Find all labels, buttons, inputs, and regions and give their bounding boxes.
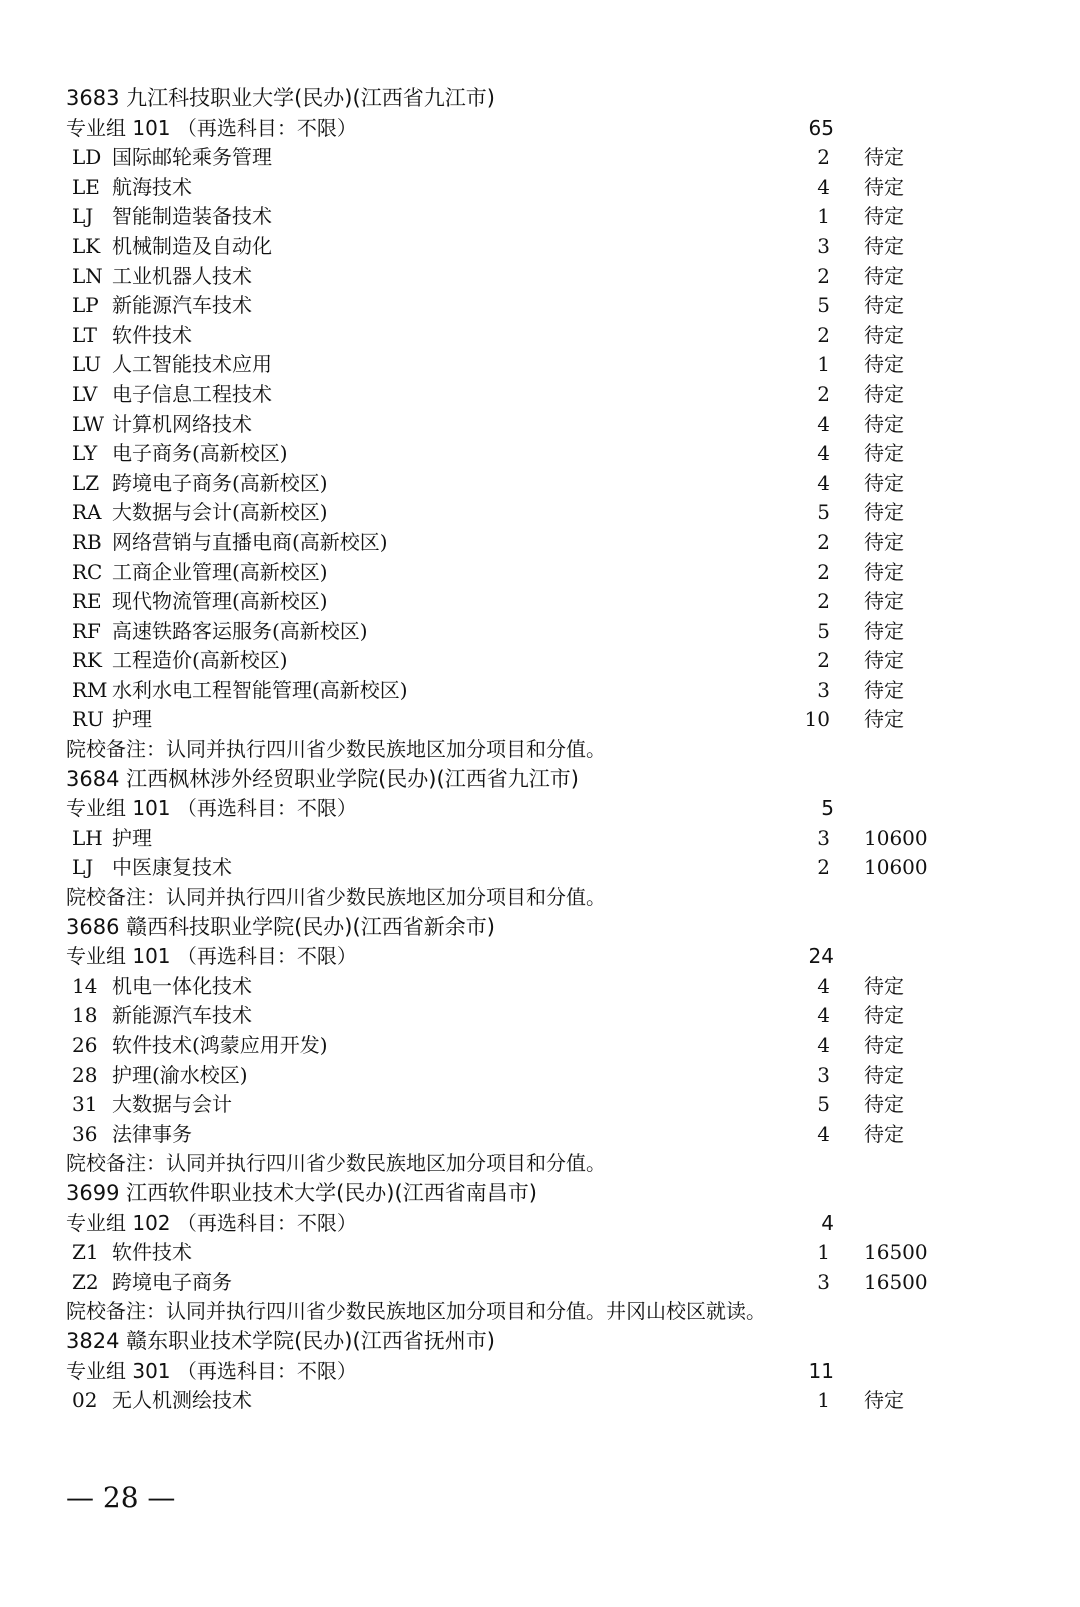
major-name: 机电一体化技术	[112, 973, 252, 998]
major-tuition: 待定	[864, 500, 904, 525]
school-title: 3686 赣西科技职业学院(民办)(江西省新余市)	[66, 914, 495, 939]
major-code: Z1	[72, 1240, 99, 1265]
major-row	[66, 469, 966, 499]
major-code: 31	[72, 1092, 98, 1117]
major-row	[66, 202, 966, 232]
major-name: 人工智能技术应用	[112, 352, 272, 377]
major-tuition: 待定	[864, 529, 904, 554]
major-row	[66, 173, 966, 203]
major-tuition: 待定	[864, 1388, 904, 1413]
major-row	[66, 1268, 966, 1298]
major-name: 法律事务	[112, 1121, 192, 1146]
major-name: 电子商务(高新校区)	[112, 441, 288, 466]
major-plan-count: 4	[817, 441, 830, 466]
major-tuition: 待定	[864, 352, 904, 377]
major-name: 大数据与会计	[112, 1092, 232, 1117]
major-group-plan-count: 65	[808, 115, 834, 140]
major-group-name: 专业组 101 （再选科目：不限）	[66, 115, 357, 140]
major-plan-count: 4	[817, 411, 830, 436]
major-name: 跨境电子商务(高新校区)	[112, 470, 328, 495]
major-group-plan-count: 5	[821, 796, 834, 821]
major-plan-count: 1	[817, 1388, 830, 1413]
major-plan-count: 4	[817, 1121, 830, 1146]
major-code: RM	[72, 677, 108, 702]
school-note	[66, 1149, 966, 1179]
major-name: 计算机网络技术	[112, 411, 252, 436]
major-tuition: 待定	[864, 381, 904, 406]
major-plan-count: 2	[817, 263, 830, 288]
major-name: 中医康复技术	[112, 855, 232, 880]
major-code: LN	[72, 263, 103, 288]
major-name: 软件技术(鸿蒙应用开发)	[112, 1033, 328, 1057]
major-name: 工程造价(高新校区)	[112, 648, 288, 673]
major-plan-count: 4	[817, 174, 830, 199]
school-title: 3683 九江科技职业大学(民办)(江西省九江市)	[66, 86, 495, 110]
major-plan-count: 2	[817, 381, 830, 406]
major-tuition: 待定	[864, 1003, 904, 1028]
school-note-label: 院校备注：	[66, 885, 166, 910]
major-row	[66, 380, 966, 410]
major-code: LU	[72, 352, 102, 377]
major-name: 智能制造装备技术	[112, 204, 272, 229]
school-note-text: 认同并执行四川省少数民族地区加分项目和分值。	[166, 737, 606, 762]
major-row	[66, 350, 966, 380]
major-row	[66, 232, 966, 262]
page-number: — 28 —	[66, 1481, 176, 1514]
major-row	[66, 1238, 966, 1268]
major-row	[66, 676, 966, 706]
major-tuition: 待定	[864, 145, 904, 170]
major-plan-count: 10	[804, 707, 830, 732]
major-plan-count: 1	[817, 1240, 830, 1265]
major-plan-count: 2	[817, 648, 830, 673]
major-row	[66, 587, 966, 617]
major-plan-count: 2	[817, 589, 830, 614]
major-tuition: 待定	[864, 441, 904, 466]
major-code: LW	[72, 411, 105, 436]
admission-plan-list	[66, 84, 966, 1416]
major-code: 14	[72, 973, 98, 998]
major-row	[66, 291, 966, 321]
major-group-name: 专业组 101 （再选科目：不限）	[66, 796, 357, 821]
major-code: LJ	[72, 855, 94, 880]
major-row	[66, 972, 966, 1002]
major-code: RB	[72, 529, 102, 554]
major-tuition: 待定	[864, 174, 904, 199]
major-tuition: 待定	[864, 411, 904, 436]
school-block	[66, 1327, 966, 1416]
major-group-row	[66, 114, 966, 144]
major-tuition: 待定	[864, 263, 904, 288]
major-tuition: 待定	[864, 204, 904, 229]
major-row	[66, 1001, 966, 1031]
major-row	[66, 824, 966, 854]
major-group-name: 专业组 301 （再选科目：不限）	[66, 1358, 357, 1383]
major-tuition: 16500	[864, 1269, 928, 1294]
major-name: 新能源汽车技术	[112, 1003, 252, 1028]
major-plan-count: 4	[817, 1003, 830, 1028]
major-group-row	[66, 942, 966, 972]
major-row	[66, 321, 966, 351]
school-note-text: 认同并执行四川省少数民族地区加分项目和分值。	[166, 885, 606, 910]
major-code: LK	[72, 233, 101, 258]
major-group-row	[66, 1357, 966, 1387]
school-note-label: 院校备注：	[66, 737, 166, 762]
major-row	[66, 617, 966, 647]
major-tuition: 待定	[864, 559, 904, 584]
major-plan-count: 2	[817, 855, 830, 880]
major-plan-count: 2	[817, 145, 830, 170]
major-group-plan-count: 4	[821, 1210, 834, 1235]
school-block	[66, 765, 966, 913]
major-name: 现代物流管理(高新校区)	[112, 589, 328, 614]
major-name: 护理	[112, 825, 152, 850]
major-name: 大数据与会计(高新校区)	[112, 500, 328, 525]
major-code: 26	[72, 1033, 98, 1057]
major-group-name: 专业组 101 （再选科目：不限）	[66, 944, 357, 969]
major-name: 国际邮轮乘务管理	[112, 145, 272, 170]
major-code: RA	[72, 500, 102, 525]
major-name: 护理	[112, 707, 152, 732]
major-code: LY	[72, 441, 98, 466]
school-note	[66, 735, 966, 765]
major-code: RF	[72, 618, 101, 643]
major-row	[66, 498, 966, 528]
major-tuition: 待定	[864, 618, 904, 643]
major-row	[66, 1061, 966, 1091]
major-plan-count: 3	[817, 825, 830, 850]
major-name: 跨境电子商务	[112, 1269, 232, 1294]
major-code: RU	[72, 707, 104, 732]
major-plan-count: 2	[817, 322, 830, 347]
school-title: 3684 江西枫林涉外经贸职业学院(民办)(江西省九江市)	[66, 766, 579, 791]
major-code: Z2	[72, 1269, 99, 1294]
major-row	[66, 528, 966, 558]
major-tuition: 待定	[864, 293, 904, 318]
major-tuition: 待定	[864, 1092, 904, 1117]
major-tuition: 待定	[864, 233, 904, 258]
major-group-name: 专业组 102 （再选科目：不限）	[66, 1210, 357, 1235]
major-code: LJ	[72, 204, 94, 229]
major-row	[66, 439, 966, 469]
major-name: 水利水电工程智能管理(高新校区)	[112, 677, 408, 702]
major-code: RC	[72, 559, 103, 584]
major-name: 软件技术	[112, 1240, 192, 1265]
school-block	[66, 1179, 966, 1327]
major-code: LT	[72, 322, 97, 347]
major-name: 工商企业管理(高新校区)	[112, 559, 328, 584]
major-row	[66, 558, 966, 588]
major-plan-count: 4	[817, 470, 830, 495]
major-tuition: 16500	[864, 1240, 928, 1265]
major-code: RK	[72, 648, 102, 673]
major-tuition: 待定	[864, 973, 904, 998]
major-row	[66, 1120, 966, 1150]
major-plan-count: 5	[817, 618, 830, 643]
major-name: 高速铁路客运服务(高新校区)	[112, 618, 368, 643]
major-plan-count: 5	[817, 500, 830, 525]
major-name: 机械制造及自动化	[112, 233, 272, 258]
major-code: 28	[72, 1062, 98, 1087]
major-name: 航海技术	[112, 174, 192, 199]
major-plan-count: 3	[817, 1062, 830, 1087]
school-note-text: 认同并执行四川省少数民族地区加分项目和分值。井冈山校区就读。	[166, 1299, 766, 1324]
major-code: LD	[72, 145, 102, 170]
school-note-text: 认同并执行四川省少数民族地区加分项目和分值。	[166, 1151, 606, 1176]
major-row	[66, 143, 966, 173]
major-code: RE	[72, 589, 102, 614]
school-note-label: 院校备注：	[66, 1299, 166, 1324]
major-tuition: 待定	[864, 707, 904, 732]
major-name: 护理(渝水校区)	[112, 1062, 248, 1087]
major-code: LP	[72, 293, 99, 318]
major-row	[66, 853, 966, 883]
major-name: 工业机器人技术	[112, 263, 252, 288]
major-code: 18	[72, 1003, 98, 1028]
school-note	[66, 883, 966, 913]
major-code: LH	[72, 825, 103, 850]
major-code: LE	[72, 174, 100, 199]
major-tuition: 待定	[864, 648, 904, 673]
major-tuition: 待定	[864, 470, 904, 495]
major-name: 电子信息工程技术	[112, 381, 272, 406]
major-name: 新能源汽车技术	[112, 293, 252, 318]
major-tuition: 待定	[864, 1121, 904, 1146]
major-name: 网络营销与直播电商(高新校区)	[112, 529, 388, 554]
major-code: 36	[72, 1121, 98, 1146]
major-plan-count: 2	[817, 559, 830, 584]
major-name: 软件技术	[112, 322, 192, 347]
major-plan-count: 3	[817, 233, 830, 258]
major-row	[66, 1031, 966, 1061]
school-block	[66, 84, 966, 765]
major-tuition: 10600	[864, 825, 928, 850]
major-code: LV	[72, 381, 98, 406]
major-plan-count: 3	[817, 677, 830, 702]
major-group-row	[66, 1209, 966, 1239]
major-code: 02	[72, 1388, 98, 1413]
major-tuition: 待定	[864, 589, 904, 614]
major-plan-count: 5	[817, 293, 830, 318]
major-row	[66, 1386, 966, 1416]
major-plan-count: 4	[817, 1033, 830, 1057]
school-title: 3699 江西软件职业技术大学(民办)(江西省南昌市)	[66, 1180, 537, 1205]
major-plan-count: 2	[817, 529, 830, 554]
major-row	[66, 262, 966, 292]
major-plan-count: 5	[817, 1092, 830, 1117]
major-tuition: 待定	[864, 677, 904, 702]
major-code: LZ	[72, 470, 100, 495]
major-row	[66, 410, 966, 440]
school-note	[66, 1297, 966, 1327]
major-row	[66, 646, 966, 676]
major-name: 无人机测绘技术	[112, 1388, 252, 1413]
major-tuition: 待定	[864, 322, 904, 347]
school-block	[66, 913, 966, 1179]
major-row	[66, 1090, 966, 1120]
major-plan-count: 1	[817, 352, 830, 377]
major-tuition: 10600	[864, 855, 928, 880]
major-group-row	[66, 794, 966, 824]
school-note-label: 院校备注：	[66, 1151, 166, 1176]
school-title: 3824 赣东职业技术学院(民办)(江西省抚州市)	[66, 1328, 495, 1353]
major-group-plan-count: 11	[808, 1358, 834, 1383]
major-group-plan-count: 24	[808, 944, 834, 969]
major-tuition: 待定	[864, 1062, 904, 1087]
major-row	[66, 705, 966, 735]
major-tuition: 待定	[864, 1033, 904, 1057]
major-plan-count: 4	[817, 973, 830, 998]
major-plan-count: 3	[817, 1269, 830, 1294]
major-plan-count: 1	[817, 204, 830, 229]
